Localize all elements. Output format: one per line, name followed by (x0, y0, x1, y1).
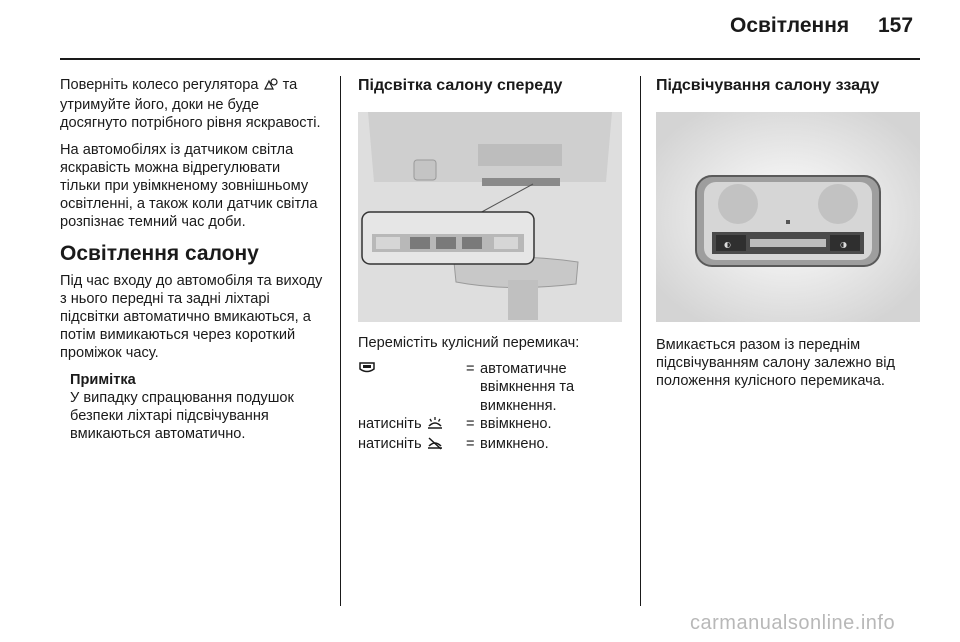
paragraph-move-switch: Перемістіть кулісний перемикач: (358, 335, 580, 351)
column-2 (358, 76, 622, 455)
rear-light-photo (656, 112, 920, 322)
switch-row-off: натисніть = вимкнено. (358, 435, 622, 455)
watermark: carmanualsonline.info (690, 612, 896, 634)
svg-text:◑: ◑ (840, 240, 847, 249)
switch-row-auto: = автоматичне ввімкнення та вимкнення. (358, 360, 622, 415)
section-heading-front-lighting: Підсвітка салону спереду (358, 77, 563, 94)
switch-table (358, 360, 622, 455)
door-lamp-icon (358, 361, 376, 380)
svg-text:◐: ◐ (724, 240, 731, 249)
lamp-on-icon (426, 416, 444, 435)
front-console-photo (358, 112, 622, 322)
column-3 (656, 76, 920, 399)
column-1 (60, 76, 324, 443)
switch-row-on: натисніть = ввімкнено. (358, 415, 622, 435)
note-block (70, 371, 324, 444)
paragraph-rear-light: Вмикається разом із переднім підсвічуванням салону залежно від положення кулісного перемикача. (656, 337, 896, 390)
chapter-title: Освітлення (730, 14, 850, 37)
note-text: У випадку спрацювання подушок безпеки ліхтарі підсвічування вмикаються автоматично. (70, 389, 294, 443)
section-heading-interior-lighting: Освітлення салону (60, 241, 259, 265)
page-number: 157 (878, 14, 914, 37)
note-heading: Примітка (70, 371, 136, 388)
paragraph-dimmer: Поверніть колесо регулятора та утримуйте його, доки не буде досягнуто потрібного рівня яскравості. (60, 77, 321, 132)
paragraph-entry-exit: Під час входу до автомобіля та виходу з нього передні та задні ліхтарі підсвітки автоматично вмикаються, а потім вимикаються через короткий проміжок часу. (60, 272, 323, 362)
column-divider-2 (640, 76, 641, 606)
header-rule (60, 58, 920, 60)
lamp-off-icon (426, 436, 444, 455)
paragraph-light-sensor: На автомобілях із датчиком світла яскравість можна відрегулювати тільки при увімкненому зовнішньому освітленні, а також коли датчик світла розпізнає темний час доби. (60, 141, 318, 231)
section-heading-rear-lighting: Підсвічування салону ззаду (656, 77, 880, 94)
dimmer-icon (263, 77, 279, 96)
column-divider-1 (340, 76, 341, 606)
